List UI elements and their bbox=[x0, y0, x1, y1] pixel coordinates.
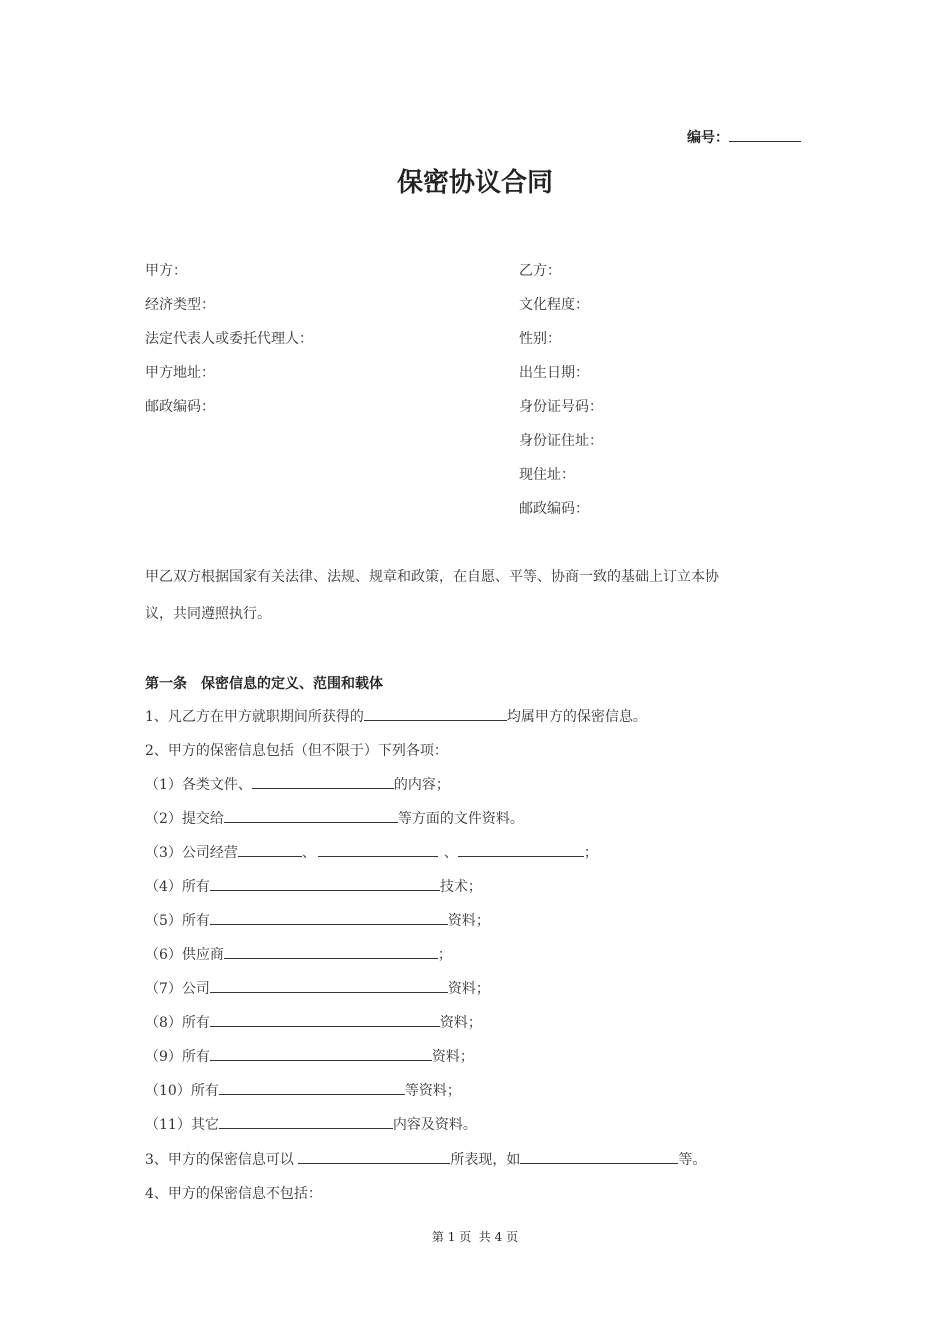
item-8-text-after: 资料； bbox=[439, 1015, 482, 1031]
clause-3-text-before: 3、甲方的保密信息可以 bbox=[145, 1152, 299, 1168]
clause-1-text-after: 均属甲方的保密信息。 bbox=[506, 709, 647, 725]
item-4-text-after: 技术； bbox=[439, 879, 482, 895]
item-11-text-before: （11）其它 bbox=[145, 1117, 219, 1133]
item-5-text-after: 资料； bbox=[447, 913, 490, 929]
clause-3-text-middle: 所表现，如 bbox=[450, 1152, 521, 1168]
clause-3-blank-1 bbox=[298, 1150, 450, 1164]
item-11-text-after: 内容及资料。 bbox=[392, 1117, 477, 1133]
item-3-blank-1 bbox=[238, 843, 302, 857]
item-10-blank bbox=[219, 1081, 405, 1095]
party-b-name-label: 乙方： bbox=[519, 263, 561, 279]
intro-line-1: 甲乙双方根据国家有关法律、法规、规章和政策，在自愿、平等、协商一致的基础上订立本协 bbox=[145, 569, 719, 585]
document-number-blank bbox=[729, 128, 801, 142]
item-5 bbox=[145, 911, 490, 931]
item-2-text-after: 等方面的文件资料。 bbox=[397, 811, 524, 827]
item-1-text-after: 的内容； bbox=[393, 777, 450, 793]
document-title: 保密协议合同 bbox=[396, 168, 553, 198]
item-9-blank bbox=[210, 1047, 432, 1061]
item-2-blank bbox=[224, 809, 398, 823]
item-4-text-before: （4）所有 bbox=[145, 879, 210, 895]
clause-3-text-after: 等。 bbox=[678, 1152, 707, 1168]
party-a-name-label: 甲方： bbox=[145, 263, 187, 279]
item-3-text-before: （3）公司经营 bbox=[145, 845, 238, 861]
party-b-current-address-label: 现住址： bbox=[519, 467, 575, 483]
item-1-text-before: （1）各类文件、 bbox=[145, 777, 252, 793]
item-8-blank bbox=[210, 1013, 440, 1027]
item-6 bbox=[145, 945, 452, 965]
clause-3 bbox=[145, 1150, 706, 1170]
page-number: 第 1 页 共 4 页 bbox=[431, 1230, 519, 1244]
item-9-text-after: 资料； bbox=[431, 1049, 474, 1065]
item-11 bbox=[145, 1115, 477, 1135]
party-b-id-number-label: 身份证号码： bbox=[519, 399, 603, 415]
party-a-representative-label: 法定代表人或委托代理人： bbox=[145, 331, 313, 347]
item-3-text-after: ； bbox=[583, 845, 598, 861]
item-7 bbox=[145, 979, 490, 999]
document-number bbox=[687, 127, 801, 147]
item-7-text-before: （7）公司 bbox=[145, 981, 210, 997]
item-1-blank bbox=[252, 775, 394, 789]
party-a-economy-type-label: 经济类型： bbox=[145, 297, 215, 313]
item-3-separator-2: 、 bbox=[443, 845, 458, 861]
intro-line-2: 议，共同遵照执行。 bbox=[145, 606, 271, 622]
item-6-text-before: （6）供应商 bbox=[145, 947, 224, 963]
clause-4: 4、甲方的保密信息不包括： bbox=[145, 1186, 322, 1202]
clause-1 bbox=[145, 707, 647, 727]
party-b-gender-label: 性别： bbox=[519, 331, 561, 347]
item-10-text-after: 等资料； bbox=[404, 1083, 461, 1099]
item-2-text-before: （2）提交给 bbox=[145, 811, 224, 827]
document-number-label: 编号： bbox=[687, 130, 729, 146]
party-b-birthdate-label: 出生日期： bbox=[519, 365, 589, 381]
item-3-blank-2 bbox=[318, 843, 438, 857]
clause-2: 2、甲方的保密信息包括（但不限于）下列各项： bbox=[145, 743, 448, 759]
item-3 bbox=[145, 843, 598, 863]
party-a-address-label: 甲方地址： bbox=[145, 365, 215, 381]
article-1-heading: 第一条 保密信息的定义、范围和载体 bbox=[145, 676, 383, 692]
party-b-id-address-label: 身份证住址： bbox=[519, 433, 603, 449]
item-5-blank bbox=[210, 911, 448, 925]
item-7-blank bbox=[210, 979, 448, 993]
clause-3-blank-2 bbox=[520, 1150, 678, 1164]
party-b-education-label: 文化程度： bbox=[519, 297, 589, 313]
item-2 bbox=[145, 809, 524, 829]
item-11-blank bbox=[219, 1115, 393, 1129]
item-9 bbox=[145, 1047, 474, 1067]
item-9-text-before: （9）所有 bbox=[145, 1049, 210, 1065]
item-3-blank-3 bbox=[458, 843, 584, 857]
item-4 bbox=[145, 877, 482, 897]
item-1 bbox=[145, 775, 450, 795]
item-6-blank bbox=[224, 945, 438, 959]
clause-1-blank bbox=[364, 707, 507, 721]
party-b-postcode-label: 邮政编码： bbox=[519, 501, 589, 517]
item-8-text-before: （8）所有 bbox=[145, 1015, 210, 1031]
item-6-text-after: ； bbox=[437, 947, 452, 963]
item-4-blank bbox=[210, 877, 440, 891]
party-a-postcode-label: 邮政编码： bbox=[145, 399, 215, 415]
item-10-text-before: （10）所有 bbox=[145, 1083, 219, 1099]
item-10 bbox=[145, 1081, 461, 1101]
clause-1-text-before: 1、凡乙方在甲方就职期间所获得的 bbox=[145, 709, 364, 725]
item-7-text-after: 资料； bbox=[447, 981, 490, 997]
item-3-separator-1: 、 bbox=[301, 845, 316, 861]
item-5-text-before: （5）所有 bbox=[145, 913, 210, 929]
item-8 bbox=[145, 1013, 482, 1033]
